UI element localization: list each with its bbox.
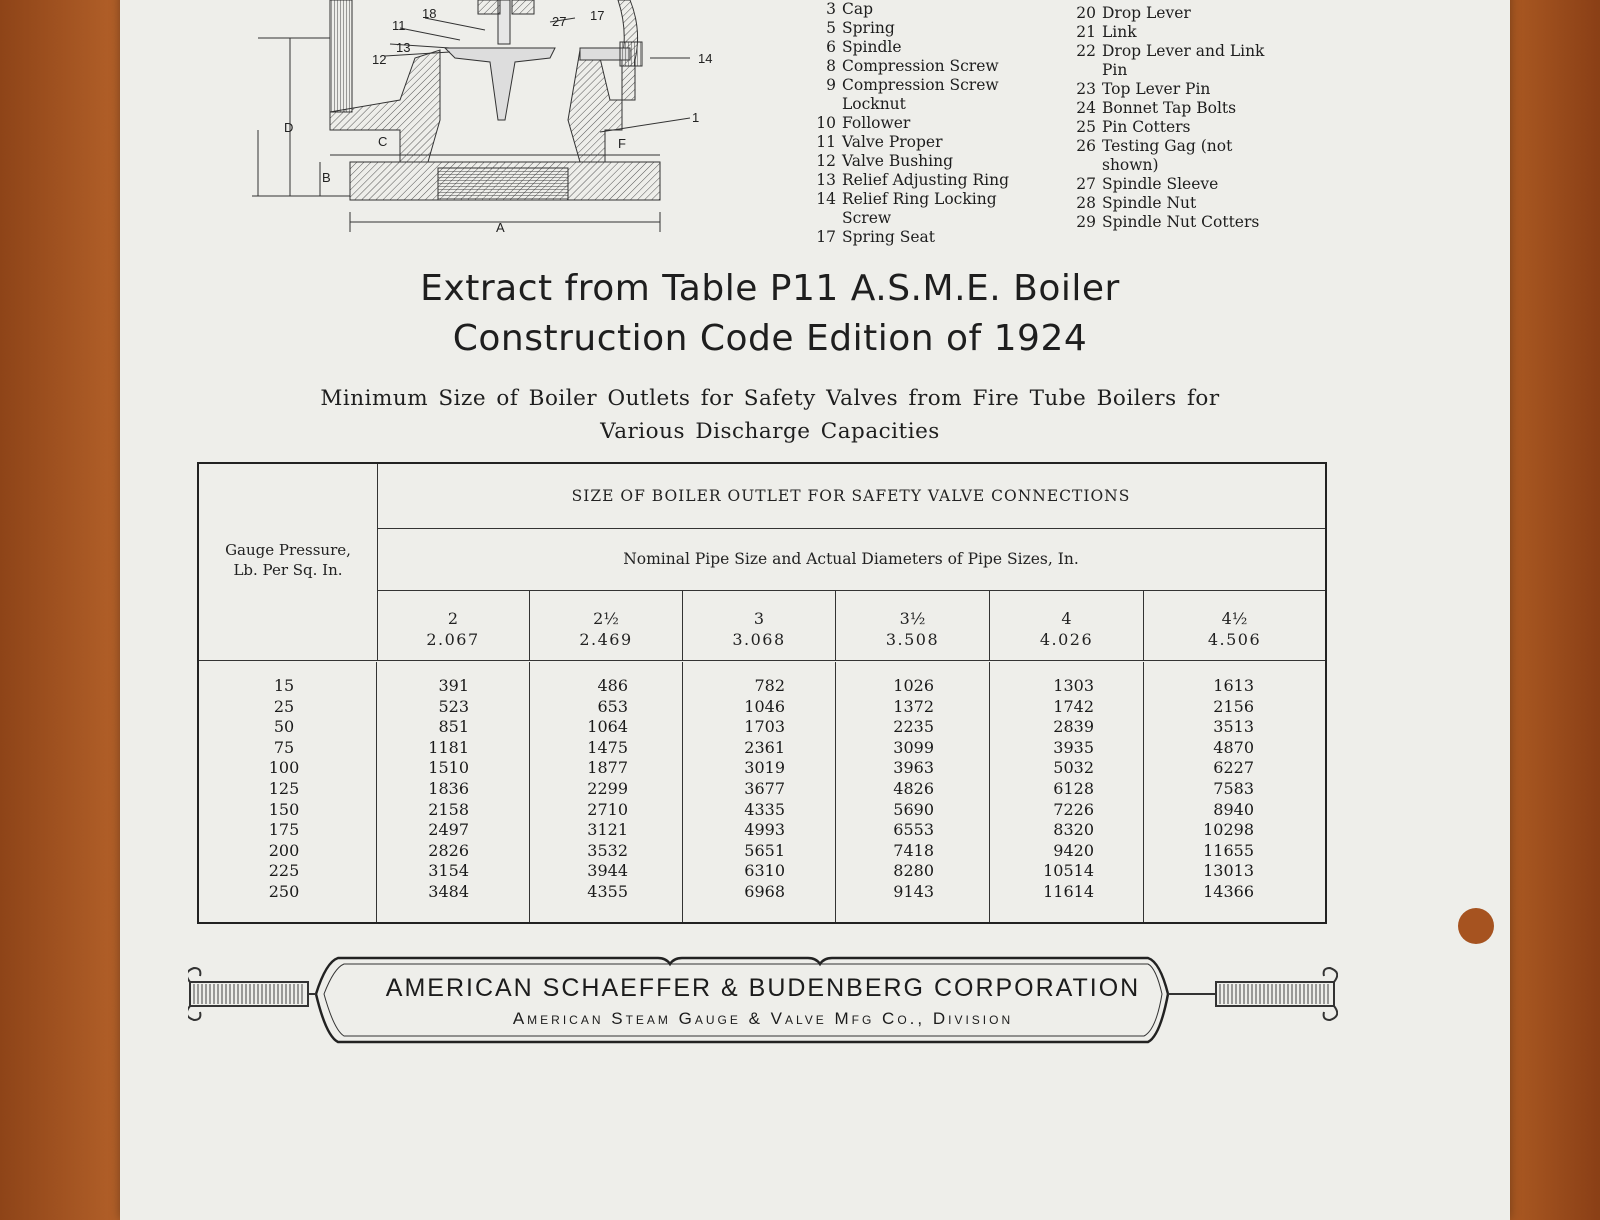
list-item (808, 0, 1009, 19)
part-name: Spindle Nut Cotters (1102, 213, 1260, 231)
part-name: Compression Screw (842, 57, 999, 75)
part-number: 9 (826, 76, 836, 94)
pressure-value: 250 (268, 881, 300, 901)
value-list (530, 676, 628, 903)
part-name-continuation: Screw (842, 209, 892, 227)
table-sub-header: Nominal Pipe Size and Actual Diameters of Pipe Sizes, In. (377, 528, 1325, 591)
table-cell: 4826 (893, 778, 934, 798)
pressure-value: 100 (268, 758, 300, 778)
list-item (1068, 80, 1264, 99)
part-number: 6 (826, 38, 836, 56)
list-item (808, 38, 1009, 57)
table-cell: 6227 (1213, 758, 1254, 778)
row-header-line-2: Lb. Per Sq. In. (233, 561, 343, 579)
part-name: Pin Cotters (1102, 118, 1191, 136)
parts-list-right (1068, 4, 1264, 232)
table-cell: 1181 (428, 737, 469, 757)
table-cell: 2235 (893, 717, 934, 737)
list-item (1068, 23, 1264, 42)
value-list (1144, 676, 1254, 903)
table-cell: 3532 (587, 840, 628, 860)
list-item (1068, 4, 1264, 23)
table-cell: 1510 (428, 758, 469, 778)
row-header-cell (199, 464, 378, 660)
table-cell: 3963 (893, 758, 934, 778)
list-item (808, 171, 1009, 190)
table-cell: 782 (754, 676, 785, 695)
title-line-2: Construction Code Edition of 1924 (452, 318, 1088, 359)
part-number: 29 (1076, 213, 1096, 231)
value-column (377, 662, 530, 922)
table-cell: 4870 (1213, 737, 1254, 757)
actual-diameter: 3.508 (885, 630, 940, 649)
table-cell: 7226 (1053, 799, 1094, 819)
company-logo-banner (188, 956, 1338, 1056)
value-column (530, 662, 683, 922)
page-title (340, 264, 1200, 364)
part-number: 22 (1076, 42, 1096, 60)
list-item (808, 76, 1009, 95)
row-header-line-1: Gauge Pressure, (225, 541, 351, 559)
table-cell: 3019 (744, 758, 785, 778)
row-header-label (201, 540, 375, 580)
part-name: Drop Lever and Link (1102, 42, 1265, 60)
table-cell: 4355 (587, 881, 628, 901)
nominal-size: 4½ (1221, 609, 1248, 628)
nominal-size: 4 (1061, 609, 1072, 628)
pressure-value: 175 (268, 820, 300, 840)
table-cell: 8940 (1213, 799, 1254, 819)
part-name: Valve Proper (842, 133, 943, 151)
part-name-continuation: Pin (1102, 61, 1128, 79)
actual-diameter: 2.067 (426, 630, 480, 649)
list-item (808, 228, 1009, 247)
part-name: Spindle Sleeve (1102, 175, 1219, 193)
column-header (530, 590, 683, 660)
nominal-size: 2½ (593, 609, 619, 628)
pressure-value: 225 (268, 861, 300, 881)
column-header (1144, 590, 1325, 660)
part-name: Follower (842, 114, 911, 132)
part-name-continuation: Locknut (842, 95, 906, 113)
list-item (808, 19, 1009, 38)
pressure-value: 25 (273, 696, 295, 716)
actual-diameter: 3.068 (732, 630, 786, 649)
part-name: Spring (842, 19, 895, 37)
parts-list-left (808, 0, 1009, 247)
table-cell: 5690 (893, 799, 934, 819)
table-cell: 1303 (1053, 676, 1094, 695)
table-cell: 6128 (1053, 778, 1094, 798)
list-item (808, 152, 1009, 171)
part-name: Valve Bushing (842, 152, 953, 170)
part-number: 12 (816, 152, 836, 170)
part-name: Bonnet Tap Bolts (1102, 99, 1237, 117)
diagram-label: D (284, 120, 294, 135)
subtitle-line-2: Various Discharge Capacities (600, 419, 940, 444)
table-cell: 8320 (1053, 820, 1094, 840)
part-number: 17 (816, 228, 836, 246)
subtitle-line-1: Minimum Size of Boiler Outlets for Safety Valves from Fire Tube Boilers for (320, 386, 1220, 411)
table-cell: 6310 (744, 861, 785, 881)
table-cell: 1836 (428, 778, 469, 798)
part-name: Compression Screw (842, 76, 999, 94)
diagram-label: C (378, 134, 388, 149)
table-cell: 1742 (1053, 696, 1094, 716)
part-number: 25 (1076, 118, 1096, 136)
part-name: Link (1102, 23, 1137, 41)
table-cell: 8280 (893, 861, 934, 881)
table-cell: 3121 (587, 820, 628, 840)
part-name: Testing Gag (not (1102, 137, 1233, 155)
pressure-column (199, 662, 377, 922)
table-cell: 9420 (1053, 840, 1094, 860)
table-cell: 3677 (744, 778, 785, 798)
part-number: 10 (816, 114, 836, 132)
table-cell: 2497 (428, 820, 469, 840)
actual-diameter: 2.469 (579, 630, 633, 649)
table-cell: 2156 (1213, 696, 1254, 716)
column-header (377, 590, 530, 660)
column-header (836, 590, 990, 660)
pressure-value: 50 (273, 717, 295, 737)
diagram-label: 27 (552, 14, 567, 29)
table-cell: 3944 (587, 861, 628, 881)
part-name: Cap (842, 0, 874, 18)
valve-cross-section-diagram (250, 0, 770, 240)
table-cell: 851 (438, 717, 469, 737)
value-list (990, 676, 1094, 903)
value-list (377, 676, 469, 903)
part-name: Relief Adjusting Ring (842, 171, 1010, 189)
table-cell: 1046 (744, 696, 785, 716)
table-cell: 391 (438, 676, 469, 695)
table-cell: 1613 (1213, 676, 1254, 695)
table-cell: 4993 (744, 820, 785, 840)
part-number: 23 (1076, 80, 1096, 98)
nominal-size: 3 (753, 609, 765, 628)
value-list (836, 676, 934, 903)
table-cell: 10514 (1043, 861, 1094, 881)
part-number: 11 (816, 133, 836, 151)
division-name: American Steam Gauge & Valve Mfg Co., Division (512, 1009, 1014, 1028)
part-number: 20 (1076, 4, 1096, 22)
punch-hole (1458, 908, 1494, 944)
diagram-label: B (322, 170, 331, 185)
banner-frame-icon (188, 956, 1338, 1056)
table-cell: 10298 (1203, 820, 1254, 840)
part-name: Spindle Nut (1102, 194, 1197, 212)
list-item (1068, 175, 1264, 194)
part-name: Relief Ring Locking (842, 190, 997, 208)
title-line-1: Extract from Table P11 A.S.M.E. Boiler (420, 268, 1120, 309)
diagram-label: 17 (590, 8, 605, 23)
table-cell: 1703 (744, 717, 785, 737)
table-cell: 5651 (744, 840, 785, 860)
part-number: 3 (826, 0, 836, 18)
list-item (808, 190, 1009, 209)
table-cell: 2361 (744, 737, 785, 757)
part-number: 24 (1076, 99, 1096, 117)
table-cell: 3935 (1053, 737, 1094, 757)
table-cell: 13013 (1203, 861, 1254, 881)
list-item (808, 57, 1009, 76)
part-name: Spindle (842, 38, 902, 56)
column-header (990, 590, 1144, 660)
header-divider (199, 660, 1325, 661)
pressure-value: 125 (268, 778, 300, 798)
list-item (808, 133, 1009, 152)
table-cell: 3484 (428, 881, 469, 901)
value-column (683, 662, 836, 922)
actual-diameter: 4.026 (1039, 630, 1094, 649)
table-main-header: SIZE OF BOILER OUTLET FOR SAFETY VALVE CONNECTIONS (377, 464, 1325, 529)
list-item (1068, 118, 1264, 137)
part-name: Drop Lever (1102, 4, 1191, 22)
outlet-size-table (197, 462, 1327, 924)
value-list (683, 676, 785, 903)
diagram-label: A (496, 220, 505, 235)
nominal-size: 3½ (899, 609, 926, 628)
table-cell: 2826 (428, 840, 469, 860)
list-item (1068, 99, 1264, 118)
pressure-value: 15 (273, 676, 295, 695)
part-number: 21 (1076, 23, 1096, 41)
table-cell: 3154 (428, 861, 469, 881)
value-column (836, 662, 990, 922)
diagram-label: 1 (692, 110, 700, 125)
table-cell: 486 (597, 676, 628, 695)
table-cell: 4335 (744, 799, 785, 819)
diagram-label: 11 (392, 18, 406, 33)
page-subtitle (225, 382, 1315, 448)
table-cell: 523 (438, 696, 469, 716)
diagram-label: F (618, 136, 626, 151)
table-cell: 11655 (1203, 840, 1254, 860)
table-cell: 14366 (1203, 881, 1254, 901)
table-cell: 1064 (587, 717, 628, 737)
actual-diameter: 4.506 (1207, 630, 1262, 649)
nominal-size: 2 (447, 609, 459, 628)
pressure-value: 150 (268, 799, 300, 819)
table-cell: 1475 (587, 737, 628, 757)
table-cell: 2158 (428, 799, 469, 819)
diagram-label: 13 (396, 40, 411, 55)
part-number: 13 (816, 171, 836, 189)
list-item (808, 114, 1009, 133)
list-item (1068, 137, 1264, 156)
value-column (1144, 662, 1325, 922)
pressure-values (259, 676, 309, 903)
table-cell: 11614 (1043, 881, 1094, 901)
table-cell: 1026 (893, 676, 934, 695)
pressure-value: 200 (268, 840, 300, 860)
part-name-continuation: shown) (1102, 156, 1159, 174)
company-name: AMERICAN SCHAEFFER & BUDENBERG CORPORATION (385, 974, 1141, 1002)
list-item (1068, 213, 1264, 232)
table-cell: 1877 (587, 758, 628, 778)
table-cell: 2299 (587, 778, 628, 798)
pressure-value: 75 (273, 737, 295, 757)
table-cell: 7418 (893, 840, 934, 860)
part-name: Top Lever Pin (1102, 80, 1211, 98)
part-number: 28 (1076, 194, 1096, 212)
table-cell: 5032 (1053, 758, 1094, 778)
list-item (1068, 42, 1264, 61)
table-cell: 7583 (1213, 778, 1254, 798)
table-cell: 3513 (1213, 717, 1254, 737)
diagram-label: 18 (422, 6, 437, 21)
table-cell: 6968 (744, 881, 785, 901)
table-cell: 2839 (1053, 717, 1094, 737)
part-number: 8 (826, 57, 836, 75)
part-name: Spring Seat (842, 228, 935, 246)
value-column (990, 662, 1144, 922)
table-cell: 1372 (893, 696, 934, 716)
table-cell: 9143 (893, 881, 934, 901)
list-item (1068, 194, 1264, 213)
column-header (683, 590, 836, 660)
part-number: 26 (1076, 137, 1096, 155)
part-number: 14 (816, 190, 836, 208)
table-cell: 3099 (893, 737, 934, 757)
part-number: 5 (826, 19, 836, 37)
diagram-label: 14 (698, 51, 713, 66)
diagram-label: 12 (372, 52, 387, 67)
table-cell: 653 (597, 696, 628, 716)
part-number: 27 (1076, 175, 1096, 193)
table-cell: 6553 (893, 820, 934, 840)
table-cell: 2710 (587, 799, 628, 819)
